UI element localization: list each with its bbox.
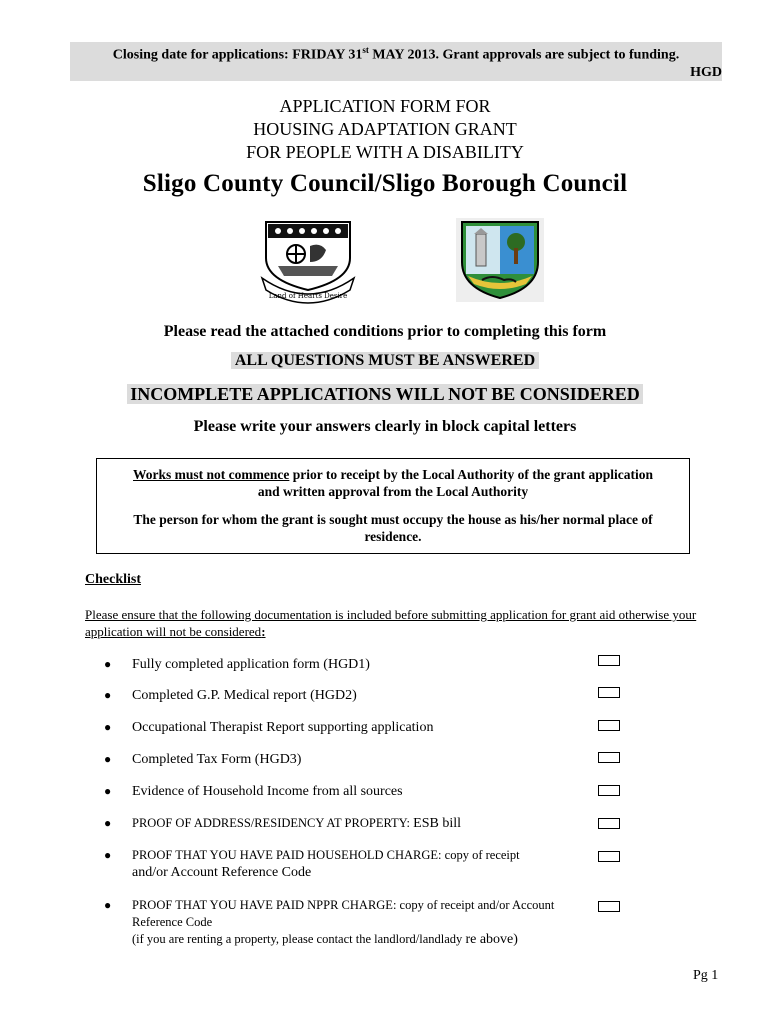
checklist-checkbox[interactable] (598, 687, 620, 698)
closing-date-notice: Closing date for applications: FRIDAY 31st MAY 2013. Grant approvals are subject to funding. HGD (70, 42, 722, 81)
sligo-county-crest-icon (258, 218, 358, 304)
crest-motto: Land of Hearts Desire (268, 292, 348, 300)
checklist-item: ● PROOF THAT YOU HAVE PAID NPPR CHARGE: copy of receipt and/or Account Reference Code (if you are renting a property, please contact the landlord/landlady re above) (104, 898, 555, 947)
checklist-checkbox[interactable] (598, 901, 620, 912)
checklist-instruction: Please ensure that the following documentation is included before submitting application for grant aid otherwise your application will not be considered: (85, 607, 697, 639)
checklist-item: ● Completed G.P. Medical report (HGD2) (104, 688, 357, 703)
checklist-item: ● Occupational Therapist Report supporting application (104, 720, 434, 735)
form-code: HGD (690, 64, 722, 80)
all-questions-banner: ALL QUESTIONS MUST BE ANSWERED (0, 352, 770, 370)
checklist-heading: Checklist (85, 572, 141, 587)
block-capitals-text: Please write your answers clearly in block capital letters (193, 418, 577, 435)
checklist-item: ● Completed Tax Form (HGD3) (104, 752, 302, 767)
checklist-checkbox[interactable] (598, 851, 620, 862)
sligo-borough-crest-icon (456, 218, 544, 302)
checklist-item: ● PROOF THAT YOU HAVE PAID HOUSEHOLD CHARGE: copy of receipt and/or Account Reference Code (104, 848, 520, 880)
checklist-checkbox[interactable] (598, 720, 620, 731)
page-number: Pg 1 (693, 968, 719, 983)
checklist-item: ● Fully completed application form (HGD1) (104, 657, 370, 672)
incomplete-applications-banner: INCOMPLETE APPLICATIONS WILL NOT BE CONSIDERED (0, 384, 770, 405)
residence-notice: The person for whom the grant is sought must occupy the house as his/her normal place of residence. (133, 512, 653, 544)
checklist-checkbox[interactable] (598, 752, 620, 763)
checklist-item: ● Evidence of Household Income from all sources (104, 784, 403, 799)
conditions-box (96, 458, 690, 554)
checklist-checkbox[interactable] (598, 818, 620, 829)
form-title: APPLICATION FORM FOR HOUSING ADAPTATION GRANT FOR PEOPLE WITH A DISABILITY (246, 96, 524, 162)
checklist-checkbox[interactable] (598, 655, 620, 666)
checklist-item: ● PROOF OF ADDRESS/RESIDENCY AT PROPERTY: ESB bill (104, 816, 462, 831)
works-notice: Works must not commence prior to receipt by the Local Authority of the grant application and written approval from the Local Authority (133, 467, 653, 499)
checklist-checkbox[interactable] (598, 785, 620, 796)
read-conditions-text: Please read the attached conditions prior to completing this form (163, 323, 607, 340)
council-name: Sligo County Council/Sligo Borough Council (142, 170, 628, 197)
